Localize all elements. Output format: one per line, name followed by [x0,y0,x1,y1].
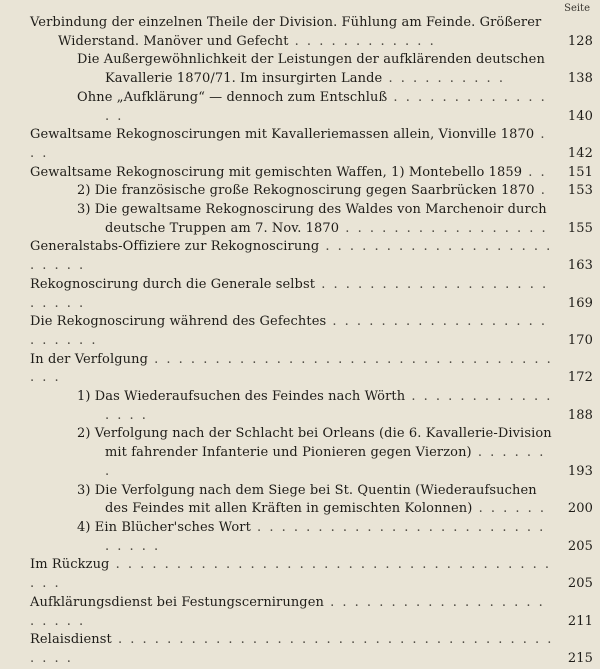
toc-entry-page: 169 [567,295,593,311]
toc-entry-page: 163 [567,258,593,274]
toc-entry-title: Gewaltsame Rekognoscirungen mit Kavalleriemassen allein, Vionville 1870 [30,127,535,143]
toc-entry-title: Die Rekognoscirung während des Gefechtes [30,314,327,330]
toc-entry: Rekognoscirung durch die Generale selbst . . . . . . . . . . . . . . . . . . . . . . . . 169 [0,276,600,313]
table-of-contents [0,14,600,669]
toc-entry-page: 128 [567,33,593,49]
toc-entry: 1) Das Wiederaufsuchen des Feindes nach Wörth . . . . . . . . . . . . . . . . 188 [0,388,600,425]
toc-entry-title: Rekognoscirung durch die Generale selbst [30,276,316,292]
toc-entry-page: 172 [567,370,593,386]
page-column-header: Seite [564,3,590,14]
toc-entry: 2) Verfolgung nach der Schlacht bei Orleans (die 6. Kavallerie-Division mit fahrender Infanterie und Pionieren gegen Vierzon) . . . . . . . 193 [0,425,600,481]
toc-entry-page: 140 [567,108,593,124]
toc-entry-title: 4) Ein Blücher'sches Wort [77,519,251,535]
toc-entry: 3) Die gewaltsame Rekognoscirung des Waldes von Marchenoir durch deutsche Truppen am 7. Nov. 1870 . . . . . . . . . . . . . . . . . 155 [0,201,600,238]
toc-entry: Die Außergewöhnlichkeit der Leistungen der aufklärenden deutschen Kavallerie 1870/71. Im insurgirten Lande . . . . . . . . . . 138 [0,51,600,88]
toc-entry-page: 142 [567,145,593,161]
toc-entry-title: Relaisdienst [30,632,112,648]
toc-entry-page: 211 [567,613,593,629]
toc-entry-page: 153 [567,183,593,199]
toc-entry: Die Rekognoscirung während des Gefechtes . . . . . . . . . . . . . . . . . . . . . . . . 170 [0,313,600,350]
toc-entry-page: 193 [567,463,593,479]
toc-entry-title: Die Außergewöhnlichkeit der Leistungen der aufklärenden deutschen Kavallerie 1870/71. Im insurgirten Lande [77,52,545,87]
toc-entry-title: Im Rückzug [30,557,110,573]
toc-entry-page: 170 [567,332,593,348]
toc-entry-page: 151 [567,164,593,180]
toc-entry-title: Gewaltsame Rekognoscirung mit gemischten Waffen, 1) Montebello 1859 [30,164,523,180]
toc-entry: 3) Die Verfolgung nach dem Siege bei St. Quentin (Wiederaufsuchen des Feindes mit allen Kräften in gemischten Kolonnen) . . . . . . 200 [0,482,600,519]
toc-entry-title: Generalstabs-Offiziere zur Rekognoscirung [30,239,320,255]
toc-entry: Relaisdienst . . . . . . . . . . . . . . . . . . . . . . . . . . . . . . . . . . . . . . . . 215 [0,631,600,668]
toc-entry: 4) Ein Blücher'sches Wort . . . . . . . . . . . . . . . . . . . . . . . . . . . . . 205 [0,519,600,556]
toc-entry: Aufklärungsdienst bei Festungscernirungen . . . . . . . . . . . . . . . . . . . . . . . 211 [0,594,600,631]
toc-entry-title: 2) Die französische große Rekognoscirung gegen Saarbrücken 1870 [77,183,535,199]
toc-entry-page: 205 [567,576,593,592]
toc-entry: Gewaltsame Rekognoscirung mit gemischten Waffen, 1) Montebello 1859 . . 151 [0,164,600,183]
toc-entry-title: Aufklärungsdienst bei Festungscernirungen [30,594,324,610]
toc-entry-title: In der Verfolgung [30,351,148,367]
toc-entry-title: 1) Das Wiederaufsuchen des Feindes nach Wörth [77,389,406,405]
toc-entry-page: 200 [567,501,593,517]
toc-entry: Ohne „Aufklärung“ — dennoch zum Entschluß . . . . . . . . . . . . . . . 140 [0,89,600,126]
toc-entry: Generalstabs-Offiziere zur Rekognoscirung . . . . . . . . . . . . . . . . . . . . . . . . 163 [0,238,600,275]
toc-entry-page: 188 [567,407,593,423]
toc-entry: Verbindung der einzelnen Theile der Division. Fühlung am Feinde. Größerer Widerstand. Manöver und Gefecht . . . . . . . . . . . . 128 [0,14,600,51]
toc-entry-title: 2) Verfolgung nach der Schlacht bei Orleans (die 6. Kavallerie-Division mit fahrender Infanterie und Pionieren gegen Vierzon) [77,426,552,461]
toc-entry-page: 215 [567,650,593,666]
toc-entry-title: 3) Die Verfolgung nach dem Siege bei St. Quentin (Wiederaufsuchen des Feindes mit allen Kräften in gemischten Kolonnen) [77,482,537,517]
toc-entry-title: 3) Die gewaltsame Rekognoscirung des Waldes von Marchenoir durch deutsche Truppen am 7. Nov. 1870 [77,202,547,236]
toc-entry-page: 155 [567,220,593,236]
toc-entry: In der Verfolgung . . . . . . . . . . . . . . . . . . . . . . . . . . . . . . . . . . . . 172 [0,351,600,388]
toc-entry-page: 138 [567,71,593,87]
toc-entry: 2) Die französische große Rekognoscirung gegen Saarbrücken 1870 . 153 [0,182,600,201]
toc-entry: Im Rückzug . . . . . . . . . . . . . . . . . . . . . . . . . . . . . . . . . . . . . . . 205 [0,556,600,593]
toc-entry: Gewaltsame Rekognoscirungen mit Kavalleriemassen allein, Vionville 1870 . . . 142 [0,126,600,163]
toc-entry-title: Ohne „Aufklärung“ — dennoch zum Entschluß [77,89,388,105]
toc-entry-page: 205 [567,538,593,554]
toc-entry-title: Verbindung der einzelnen Theile der Division. Fühlung am Feinde. Größerer Widerstand. Manöver und Gefecht [30,15,542,49]
